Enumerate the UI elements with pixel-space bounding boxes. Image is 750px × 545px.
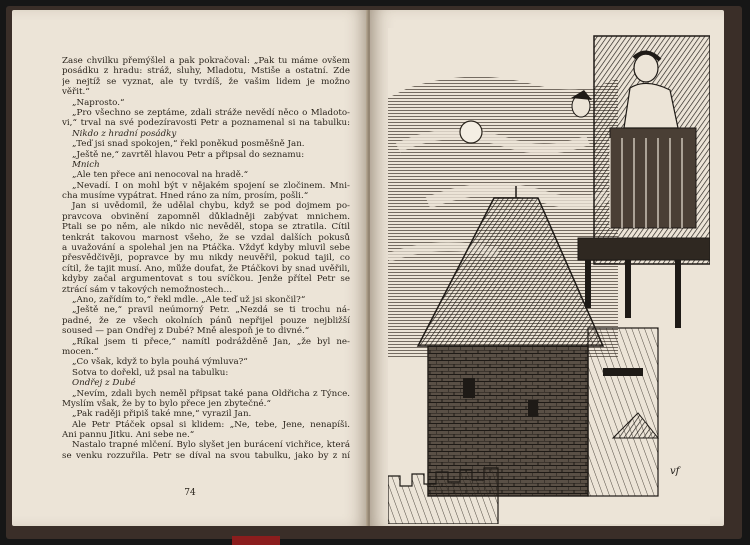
text-line: „Pro všechno se zeptáme, zdali stráže nevědí něco o Mladoto- [72, 107, 350, 118]
page-number: 74 [184, 488, 196, 498]
text-line: Nastalo trapné mlčení. Bylo slyšet jen burácení vichřice, která [72, 440, 350, 451]
text-line: „Ano, zařídím to,“ řekl mdle. „Ale teď už jsi skončil?“ [72, 294, 306, 305]
text-line: posádku z hradu: stráž, sluhy, Mladotu, Mstiše a ostatní. Zde [62, 66, 350, 77]
text-line: a uvažování a spolehal jen na Ptáčka. Vždyť kdyby mluvil sebe [62, 243, 350, 254]
bookmark-ribbon [232, 536, 280, 545]
text-line: vi,“ trval na své podezíravosti Petr a poznamenal si na tabulku: [62, 118, 350, 129]
text-line: ztrácí sám v takových nemožnostech… [62, 284, 233, 295]
text-line: Sotva to dořekl, už psal na tabulku: [72, 367, 229, 378]
text-line: „Teď jsi snad spokojen,“ řekl poněkud posměšně Jan. [72, 139, 305, 150]
text-line: „Ale ten přece ani nenocoval na hradě.“ [72, 170, 249, 181]
text-line: „Ještě ne,“ zavrtěl hlavou Petr a připsal do seznamu: [72, 149, 305, 160]
text-line: soused — pan Ondřej z Dubé? Mně alespoň je to divné.“ [62, 326, 310, 337]
text-line: cítil, že tajit musí. Ano, může doufat, že Ptáčkovi by snad uvěřili, [62, 263, 350, 274]
text-line: „Říkal jsem ti přece,“ namítl podrážděně Jan, „že byl ne- [72, 336, 350, 347]
text-line: tenkrát takovou marnost všeho, že se vzdal dalších pokusů [62, 232, 350, 243]
text-line: Ani pannu Jitku. Ani sebe ne.“ [62, 430, 195, 441]
text-line: Ptali se po něm, ale nikdo nic nevěděl, stopa se ztratila. Cítil [62, 222, 350, 233]
text-line: „Nevadí. I on mohl být v nějakém spojení se zločinem. Mni- [72, 180, 350, 191]
text-line: cha musíme vypátrat. Hned ráno za ním, prosím, pošli.“ [62, 191, 309, 202]
text-line: Jan si uvědomil, že udělal chybu, když se pod dojmem po- [72, 201, 350, 212]
castle-tower-night-illustration-icon [388, 28, 710, 524]
artist-signature: vf [670, 466, 680, 477]
text-line: věřit.“ [62, 87, 90, 98]
list-entry: Ondřej z Dubé [72, 378, 136, 389]
text-line: padné, že ze všech okolních pánů nepřijel pouze nejbližší [62, 315, 350, 326]
text-line: „Naprosto.“ [72, 97, 125, 108]
text-line: je nejtíž se vyznat, ale ty tvrdíš, že vašim lidem je možno [62, 76, 350, 87]
text-line: mocen.“ [62, 346, 99, 357]
text-line: „Ještě ne,“ pravil neúmorný Petr. „Nezdá se ti trochu ná- [72, 305, 350, 316]
text-line: se venku rozzuřila. Petr se díval na svou tabulku, jako by z ní [62, 450, 350, 461]
list-entry: Mnich [72, 159, 100, 170]
text-line: „Co však, když to byla pouhá výmluva?“ [72, 357, 248, 368]
text-line: „Nevím, zdali bych neměl připsat také pana Oldřicha z Týnce. [72, 388, 350, 399]
list-entry: Nikdo z hradní posádky [72, 128, 177, 139]
text-line: Ale Petr Ptáček opsal si klidem: „Ne, tebe, Jene, nenapíši. [72, 419, 350, 430]
text-line: pravcova obvinění zapomněl důkladněji zabývat mnichem. [62, 211, 350, 222]
page-text [62, 56, 350, 461]
text-line: „Pak raději připiš také mne,“ vyrazil Jan. [72, 409, 252, 420]
text-line: Myslím však, že by to bylo přece jen zbytečné.“ [62, 398, 271, 409]
left-page [12, 10, 368, 526]
text-line: Zase chvilku přemýšlel a pak pokračoval: „Pak tu máme ovšem [62, 56, 350, 66]
text-line: kdyby začal argumentovat s tou svíčkou. Jenže přítel Petr se [62, 274, 350, 285]
text-line: přesvědčivěji, popravce by mu nikdy neuvěřil, pokud tajil, co [62, 253, 350, 264]
